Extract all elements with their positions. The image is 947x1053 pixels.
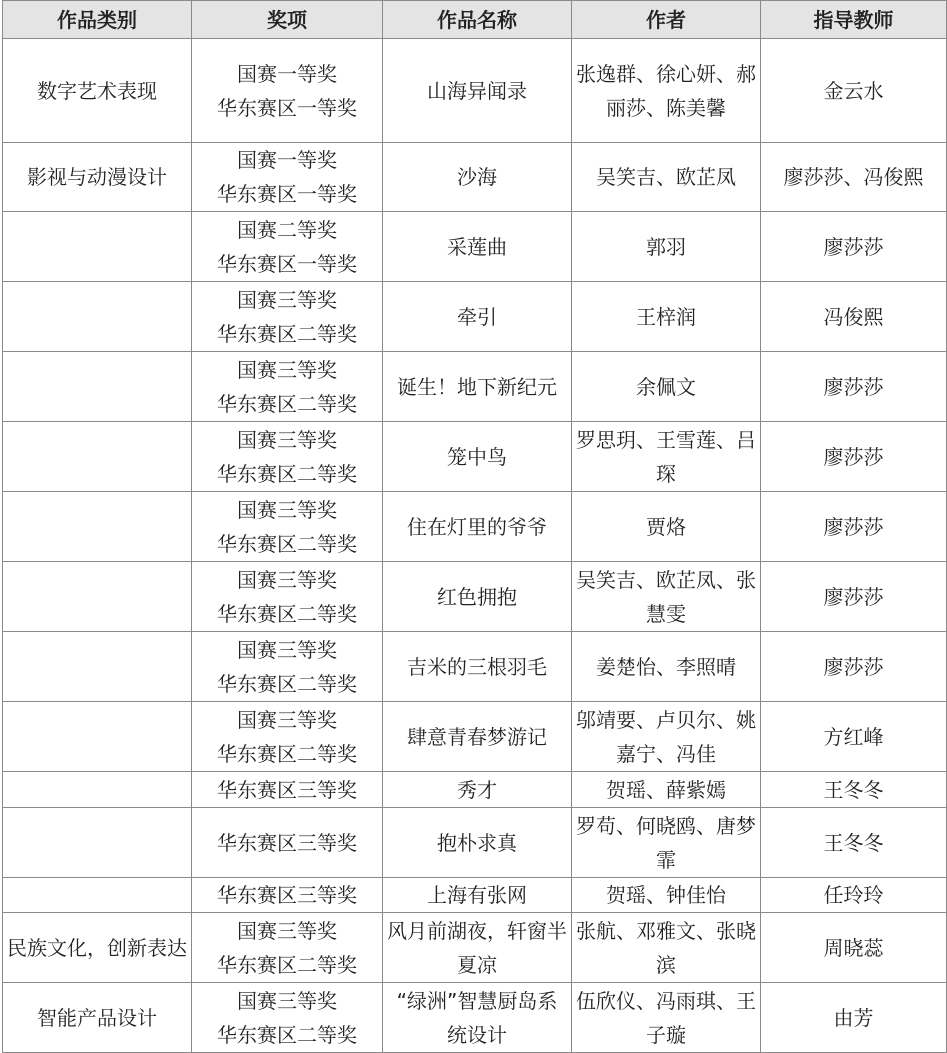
cell-authors: 罗苟、何晓鸥、唐梦霏 (572, 808, 761, 878)
cell-authors: 王梓润 (572, 282, 761, 352)
cell-title: 住在灯里的爷爷 (383, 492, 572, 562)
awards-table (2, 0, 947, 1053)
cell-title: 沙海 (383, 143, 572, 212)
cell-category (3, 632, 192, 702)
cell-award (192, 492, 383, 562)
cell-category (3, 702, 192, 772)
cell-award (192, 702, 383, 772)
cell-award (192, 983, 383, 1053)
award-line: 国赛三等奖 (237, 918, 337, 943)
award-line: 华东赛区二等奖 (217, 671, 357, 696)
award-line: 华东赛区一等奖 (217, 95, 357, 120)
cell-award (192, 352, 383, 422)
cell-title: 风月前湖夜，轩窗半夏凉 (383, 913, 572, 983)
award-line: 国赛三等奖 (237, 497, 337, 522)
cell-category (3, 282, 192, 352)
header-teacher: 指导教师 (761, 1, 947, 39)
award-line: 华东赛区二等奖 (217, 601, 357, 626)
award-line: 华东赛区二等奖 (217, 952, 357, 977)
award-line: 华东赛区二等奖 (217, 1022, 357, 1047)
cell-award (192, 632, 383, 702)
cell-award (192, 562, 383, 632)
award-line: 华东赛区三等奖 (217, 777, 357, 802)
cell-authors: 贺瑶、薛紫嫣 (572, 772, 761, 808)
cell-title: 牵引 (383, 282, 572, 352)
award-line: 国赛二等奖 (237, 217, 337, 242)
cell-category: 影视与动漫设计 (3, 143, 192, 212)
cell-teacher: 金云水 (761, 39, 947, 143)
cell-title: 诞生！地下新纪元 (383, 352, 572, 422)
cell-title: 上海有张网 (383, 878, 572, 913)
cell-title: 笼中鸟 (383, 422, 572, 492)
table-row (3, 143, 947, 212)
table-row (3, 632, 947, 702)
cell-authors: 罗思玥、王雪莲、吕琛 (572, 422, 761, 492)
award-line: 国赛一等奖 (237, 148, 337, 172)
award-line: 国赛三等奖 (237, 427, 337, 452)
cell-category: 民族文化，创新表达 (3, 913, 192, 983)
table-row (3, 983, 947, 1053)
cell-teacher: 廖莎莎 (761, 492, 947, 562)
award-line: 国赛三等奖 (237, 988, 337, 1013)
cell-teacher: 廖莎莎 (761, 422, 947, 492)
table-row (3, 562, 947, 632)
cell-category (3, 878, 192, 913)
cell-authors: 贺瑶、钟佳怡 (572, 878, 761, 913)
cell-category: 数字艺术表现 (3, 39, 192, 143)
cell-authors: 贾烙 (572, 492, 761, 562)
cell-authors: 余佩文 (572, 352, 761, 422)
cell-title: 红色拥抱 (383, 562, 572, 632)
table-row (3, 808, 947, 878)
cell-teacher: 王冬冬 (761, 808, 947, 878)
cell-award (192, 212, 383, 282)
cell-teacher: 方红峰 (761, 702, 947, 772)
cell-title: 吉米的三根羽毛 (383, 632, 572, 702)
cell-teacher: 冯俊熙 (761, 282, 947, 352)
table-row (3, 282, 947, 352)
cell-authors: 张逸群、徐心妍、郝丽莎、陈美馨 (572, 39, 761, 143)
cell-award (192, 808, 383, 878)
cell-authors: 吴笑吉、欧芷凤、张慧雯 (572, 562, 761, 632)
cell-award (192, 772, 383, 808)
cell-category (3, 422, 192, 492)
cell-title: 秀才 (383, 772, 572, 808)
cell-category (3, 352, 192, 422)
award-line: 华东赛区三等奖 (217, 830, 357, 855)
cell-category: 智能产品设计 (3, 983, 192, 1053)
header-authors: 作者 (572, 1, 761, 39)
cell-category (3, 562, 192, 632)
table-row (3, 352, 947, 422)
table-row (3, 422, 947, 492)
cell-teacher: 廖莎莎 (761, 212, 947, 282)
cell-category (3, 772, 192, 808)
table-row (3, 913, 947, 983)
award-line: 国赛三等奖 (237, 357, 337, 382)
table-row (3, 492, 947, 562)
cell-category (3, 492, 192, 562)
cell-teacher: 由芳 (761, 983, 947, 1053)
cell-teacher: 周晓蕊 (761, 913, 947, 983)
cell-title: 山海异闻录 (383, 39, 572, 143)
cell-award (192, 282, 383, 352)
table-row (3, 212, 947, 282)
cell-authors: 邬靖要、卢贝尔、姚嘉宁、冯佳 (572, 702, 761, 772)
award-line: 华东赛区一等奖 (217, 182, 357, 206)
cell-teacher: 廖莎莎 (761, 562, 947, 632)
cell-teacher: 廖莎莎 (761, 352, 947, 422)
award-line: 国赛一等奖 (237, 61, 337, 86)
cell-award (192, 422, 383, 492)
table-header (3, 1, 947, 39)
cell-authors: 姜楚怡、李照晴 (572, 632, 761, 702)
cell-authors: 张航、邓雅文、张晓滨 (572, 913, 761, 983)
cell-teacher: 廖莎莎 (761, 632, 947, 702)
award-line: 国赛三等奖 (237, 567, 337, 592)
table-body (3, 39, 947, 1053)
award-line: 华东赛区二等奖 (217, 461, 357, 486)
cell-award (192, 913, 383, 983)
cell-teacher: 任玲玲 (761, 878, 947, 913)
cell-award (192, 39, 383, 143)
cell-title: 肆意青春梦游记 (383, 702, 572, 772)
header-award: 奖项 (192, 1, 383, 39)
award-line: 国赛三等奖 (237, 287, 337, 312)
award-line: 华东赛区二等奖 (217, 321, 357, 346)
award-line: 国赛三等奖 (237, 637, 337, 662)
cell-award (192, 878, 383, 913)
award-line: 国赛三等奖 (237, 707, 337, 732)
cell-category (3, 212, 192, 282)
cell-category (3, 808, 192, 878)
cell-title: “绿洲”智慧厨岛系统设计 (383, 983, 572, 1053)
award-line: 华东赛区三等奖 (217, 883, 357, 907)
table-row (3, 878, 947, 913)
cell-teacher: 廖莎莎、冯俊熙 (761, 143, 947, 212)
award-line: 华东赛区二等奖 (217, 531, 357, 556)
award-line: 华东赛区二等奖 (217, 391, 357, 416)
cell-teacher: 王冬冬 (761, 772, 947, 808)
cell-award (192, 143, 383, 212)
cell-title: 抱朴求真 (383, 808, 572, 878)
award-line: 华东赛区一等奖 (217, 251, 357, 276)
award-line: 华东赛区二等奖 (217, 741, 357, 766)
cell-authors: 伍欣仪、冯雨琪、王子璇 (572, 983, 761, 1053)
header-title: 作品名称 (383, 1, 572, 39)
header-row (3, 1, 947, 39)
header-category: 作品类别 (3, 1, 192, 39)
table-row (3, 772, 947, 808)
cell-authors: 吴笑吉、欧芷凤 (572, 143, 761, 212)
table-row (3, 702, 947, 772)
cell-authors: 郭羽 (572, 212, 761, 282)
table-row (3, 39, 947, 143)
cell-title: 采莲曲 (383, 212, 572, 282)
